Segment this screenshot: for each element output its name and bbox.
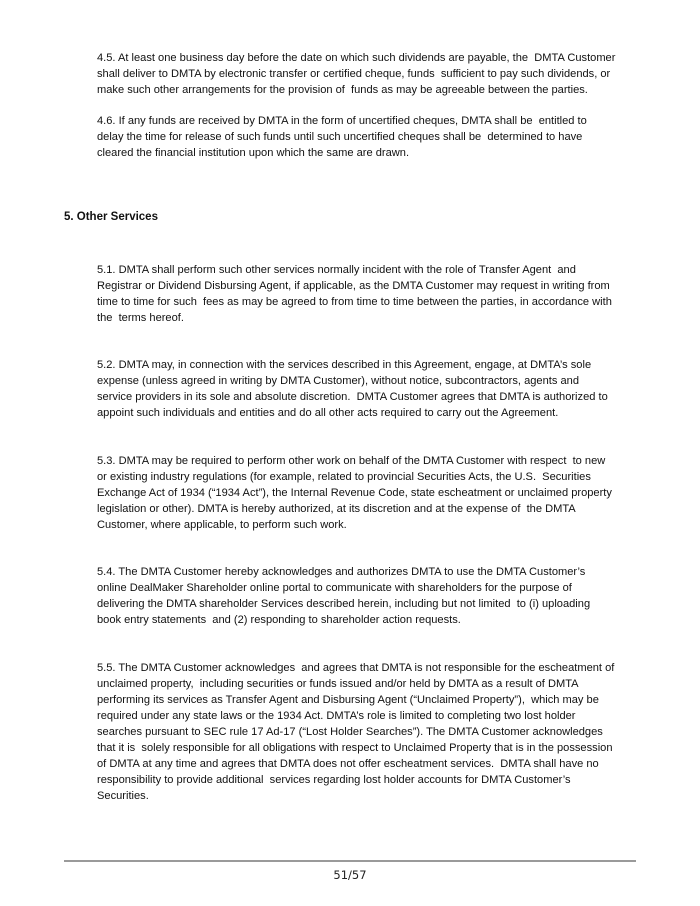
page-number: 51/57 [333,868,367,882]
paragraph-5-3: 5.3. DMTA may be required to perform other work on behalf of the DMTA Customer with respect to new or existing industry regulations (for example, related to provincial Securities Acts, the U.S. Securities Exchange Act of 1934 (“1934 Act”), the Internal Revenue Code, state escheatment or unclaimed property legislation or other). DMTA is hereby authorized, at its discretion and at the expense of the DMTA Customer, where applicable, to perform such work. [97,455,612,531]
paragraph-5-4: 5.4. The DMTA Customer hereby acknowledges and authorizes DMTA to use the DMTA Customer’s online DealMaker Shareholder online portal to communicate with shareholders for the purpose of delivering the DMTA shareholder Services described herein, including but not limited to (i) uploading book entry statements and (2) responding to shareholder action requests. [97,566,591,626]
paragraph-5-2: 5.2. DMTA may, in connection with the services described in this Agreement, engage, at DMTA’s sole expense (unless agreed in writing by DMTA Customer), without notice, subcontractors, agents and service providers in its sole and absolute discretion. DMTA Customer agrees that DMTA is authorized to appoint such individuals and entities and do all other acts required to carry out the Agreement. [97,359,608,419]
section-heading: 5. Other Services [64,211,158,223]
paragraph-5-5: 5.5. The DMTA Customer acknowledges and agrees that DMTA is not responsible for the escheatment of unclaimed property, including securities or funds issued and/or held by DMTA as a result of DMTA performing its services as Transfer Agent and Disbursing Agent (“Unclaimed Property”), which may be required under any state laws or the 1934 Act. DMTA’s role is limited to completing two lost holder searches pursuant to SEC rule 17 Ad-17 (“Lost Holder Searches”). The DMTA Customer acknowledges that it is solely responsible for all obligations with respect to Unclaimed Property that is in the possession of DMTA at any time and agrees that DMTA does not offer escheatment services. DMTA shall have no responsibility to provide additional services regarding lost holder accounts for DMTA Customer’s Securities. [97,662,615,802]
paragraph-4-6: 4.6. If any funds are received by DMTA in the form of uncertified cheques, DMTA shall be entitled to delay the time for release of such funds until such uncertified cheques shall be determined to have cleared the financial institution upon which the same are drawn. [97,115,587,159]
footer-divider [64,860,636,862]
paragraph-4-5: 4.5. At least one business day before the date on which such dividends are payable, the DMTA Customer shall deliver to DMTA by electronic transfer or certified cheque, funds sufficient to pay such dividends, or make such other arrangements for the provision of funds as may be agreeable between the parties. [97,52,616,96]
paragraph-5-1: 5.1. DMTA shall perform such other services normally incident with the role of Transfer Agent and Registrar or Dividend Disbursing Agent, if applicable, as the DMTA Customer may request in writing from time to time for such fees as may be agreed to from time to time between the parties, in accordance with the terms hereof. [97,264,612,324]
